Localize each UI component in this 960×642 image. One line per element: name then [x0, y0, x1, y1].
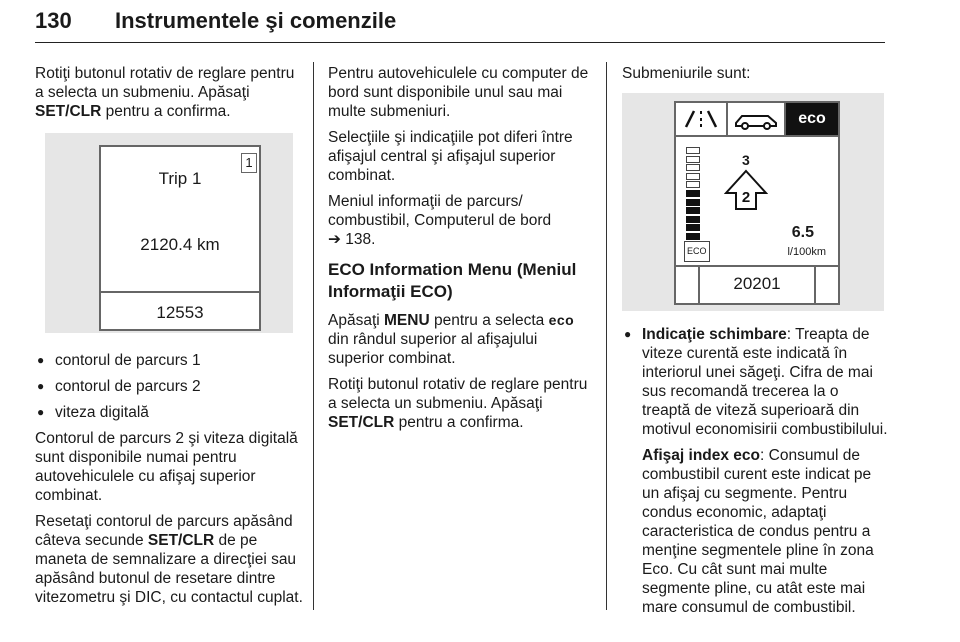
shift-arrow-icon — [724, 169, 768, 216]
trip-number-badge: 1 — [241, 153, 257, 173]
column-divider — [606, 62, 607, 610]
display-frame — [674, 101, 840, 305]
eco-zone-label: ECO — [684, 241, 710, 262]
column-3 — [622, 64, 888, 623]
column-divider — [313, 62, 314, 610]
trip-title: Trip 1 — [158, 169, 202, 188]
eco-index-segment — [686, 199, 700, 206]
recommended-gear: 3 — [742, 152, 750, 168]
sub-paragraph: Afişaj index eco: Consumul de combustibil curent este indicat pe un afişaj cu segmente. Pentru condus economic, adaptaţi caracteristica de condus pentru a menţine segmentele pline în zona Eco. Cu cât sunt mai multe segmente pline, cu atât este mai mare consumul de combustibil. — [642, 447, 874, 616]
eco-index-segment — [686, 233, 700, 240]
submenu-list — [622, 325, 888, 439]
list-item: ● Indicaţie schimbare: Treapta de viteze curentă este indicată în interiorul unei săgeţi. Cifra de mai sus recomandă trecerea la o treaptă de viteză superioară din motivul economisirii combustibilului. — [622, 325, 888, 439]
list-item: ● contorul de parcurs 1 — [35, 351, 305, 370]
paragraph: Meniul informaţii de parcurs/ combustibil, Computerul de bord ➔ 138. — [328, 193, 552, 248]
eco-symbol: eco — [548, 312, 575, 328]
page-number: 130 — [35, 8, 72, 33]
eco-index-segment — [686, 181, 700, 188]
eco-index-segment — [686, 156, 700, 163]
eco-index-segment — [686, 216, 700, 223]
submenu-intro: Submeniurile sunt: — [622, 65, 751, 82]
trip-options-list — [35, 351, 305, 422]
list-item: ● contorul de parcurs 2 — [35, 377, 305, 396]
display-bottom-row — [676, 265, 838, 303]
intro-paragraph: Rotiţi butonul rotativ de reglare pentru a selecta un submeniu. Apăsaţi SET/CLR pentru a confirma. — [35, 65, 295, 120]
display-separator — [101, 291, 259, 293]
reset-paragraph: Resetaţi contorul de parcurs apăsând câteva secunde SET/CLR de pe maneta de semnalizare a direcţiei sau apăsând butonul de resetare dintre vitezometru şi DIC, cu contactul cuplat. — [35, 513, 303, 606]
chapter-title: Instrumentele şi comenzile — [115, 8, 397, 33]
consumption-value: 6.5 — [791, 224, 814, 241]
paragraph: Selecţiile şi indicaţiile pot diferi între afişajul central şi afişajul superior combinat. — [328, 129, 573, 184]
road-icon — [676, 103, 728, 135]
eco-index-segment — [686, 190, 700, 197]
odometer-value: 20201 — [733, 274, 781, 293]
consumption-unit: l/100km — [787, 246, 826, 258]
eco-index-segment — [686, 224, 700, 231]
eco-display-illustration — [622, 93, 884, 311]
trip-display-illustration — [45, 133, 293, 333]
column-1 — [35, 64, 305, 614]
page-reference: ➔ 138. — [328, 231, 376, 248]
page-header — [35, 6, 885, 43]
eco-index-segment — [686, 147, 700, 154]
availability-paragraph: Contorul de parcurs 2 şi viteza digitală sunt disponibile numai pentru autovehiculele cu afişaj superior combinat. — [35, 430, 298, 504]
eco-index-segment — [686, 173, 700, 180]
section-heading: ECO Information Menu (Meniul Informaţii ECO) — [328, 260, 577, 301]
eco-tab: eco — [786, 103, 838, 135]
odometer-value: 12553 — [156, 303, 204, 322]
paragraph: Apăsaţi MENU pentru a selecta eco din rândul superior al afişajului superior combinat. — [328, 312, 575, 367]
paragraph: Pentru autovehiculele cu computer de bord sunt disponibile unul sau mai multe submeniuri. — [328, 65, 589, 120]
paragraph: Rotiţi butonul rotativ de reglare pentru a selecta un submeniu. Apăsaţi SET/CLR pentru a confirma. — [328, 376, 588, 431]
trip-distance: 2120.4 km — [140, 235, 220, 254]
display-frame — [99, 145, 261, 331]
current-gear: 2 — [741, 189, 751, 206]
column-2 — [328, 64, 596, 439]
list-item: ● viteza digitală — [35, 403, 305, 422]
eco-index-segment — [686, 207, 700, 214]
display-tab-row — [676, 103, 838, 137]
eco-index-segment — [686, 164, 700, 171]
car-icon — [728, 103, 786, 135]
